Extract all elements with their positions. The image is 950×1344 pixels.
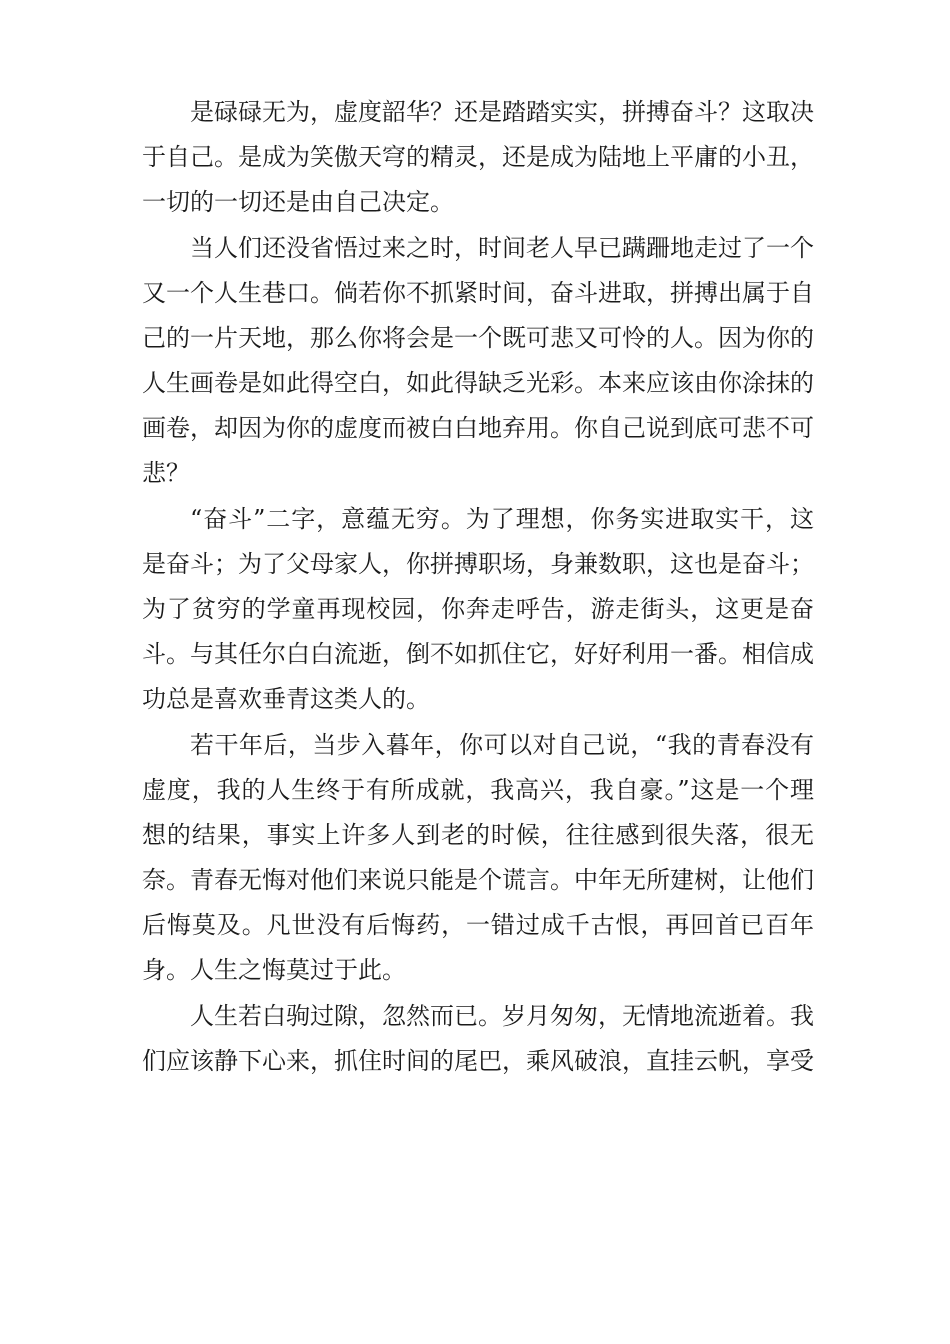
paragraph-2: 当人们还没省悟过来之时，时间老人早已蹒跚地走过了一个又一个人生巷口。倘若你不抓紧时间，奋斗进取，拼搏出属于自己的一片天地，那么你将会是一个既可悲又可怜的人。因为你的人生画卷是如此得空白，如此得缺乏光彩。本来应该由你涂抹的画卷，却因为你的虚度而被白白地弃用。你自己说到底可悲不可悲？: [142, 234, 814, 487]
paragraph-5: 人生若白驹过隙，忽然而已。岁月匆匆，无情地流逝着。我们应该静下心来，抓住时间的尾巴，乘风破浪，直挂云帆，享受: [142, 1002, 814, 1075]
paragraph-3: “奋斗”二字，意蕴无穷。为了理想，你务实进取实干，这是奋斗；为了父母家人，你拼搏职场，身兼数职，这也是奋斗；为了贫穷的学童再现校园，你奔走呼告，游走街头，这更是奋斗。与其任尔白白流逝，倒不如抓住它，好好利用一番。相信成功总是喜欢垂青这类人的。: [142, 505, 814, 713]
paragraph-4: 若干年后，当步入暮年，你可以对自己说，“我的青春没有虚度，我的人生终于有所成就，我高兴，我自豪。”这是一个理想的结果，事实上许多人到老的时候，往往感到很失落，很无奈。青春无悔对他们来说只能是个谎言。中年无所建树，让他们后悔莫及。凡世没有后悔药，一错过成千古恨，再回首已百年身。人生之悔莫过于此。: [142, 731, 814, 984]
document-body: [142, 90, 814, 1085]
paragraph-1: 是碌碌无为，虚度韶华？还是踏踏实实，拼搏奋斗？这取决于自己。是成为笑傲天穹的精灵，还是成为陆地上平庸的小丑，一切的一切还是由自己决定。: [142, 98, 814, 216]
